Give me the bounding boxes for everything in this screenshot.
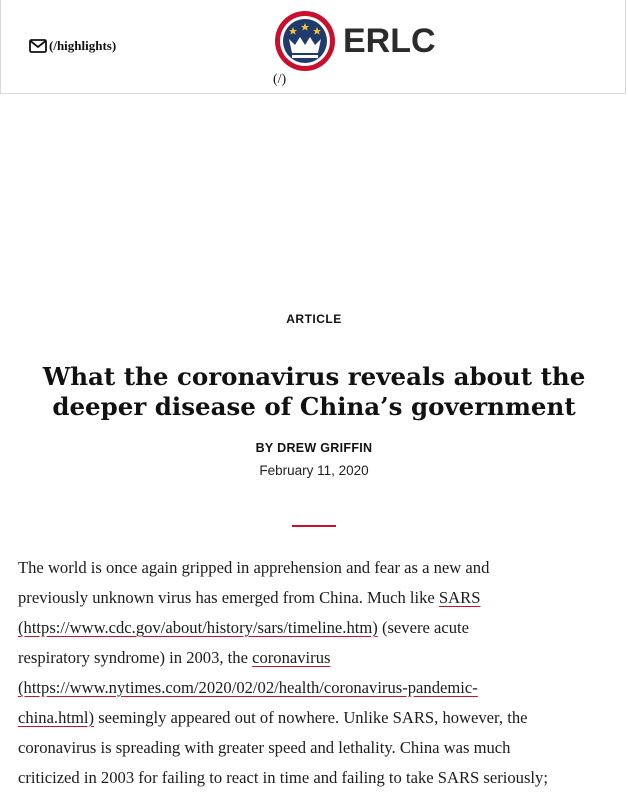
article-title	[20, 362, 608, 422]
body-line: coronavirus is spreading with greater speed and lethality. China was much	[18, 738, 511, 757]
mail-icon	[29, 39, 47, 53]
site-header	[0, 0, 626, 94]
sars-link[interactable]: SARS	[438, 588, 481, 607]
highlights-link[interactable]	[29, 38, 116, 54]
coronavirus-link[interactable]: coronavirus	[252, 648, 331, 667]
coronavirus-link-url-cont[interactable]: china.html)	[18, 708, 95, 727]
title-line-1: What the coronavirus reveals about the	[42, 362, 586, 391]
body-line	[18, 643, 616, 673]
coronavirus-link-url[interactable]: (https://www.nytimes.com/2020/02/02/health/coronavirus-pandemic-	[18, 678, 478, 697]
body-line	[18, 673, 616, 703]
erlc-logo[interactable]	[273, 9, 436, 73]
body-text: previously unknown virus has emerged from China. Much like	[18, 588, 439, 607]
article-byline: BY DREW GRIFFIN	[255, 441, 373, 455]
logo-wordmark: ERLC	[343, 21, 436, 60]
body-text: respiratory syndrome) in 2003, the	[18, 648, 253, 667]
body-line: criticized in 2003 for failing to react in time and failing to take SARS seriously;	[18, 768, 548, 787]
title-divider	[292, 525, 336, 527]
crown-logo-icon	[273, 9, 337, 73]
body-text: (severe acute	[377, 618, 469, 637]
body-line	[18, 703, 616, 733]
article-body	[18, 553, 616, 793]
home-link-text[interactable]: (/)	[273, 72, 287, 87]
body-line	[18, 613, 616, 643]
body-line	[18, 583, 616, 613]
sars-link-url[interactable]: (https://www.cdc.gov/about/history/sars/timeline.htm)	[18, 618, 378, 637]
body-line: The world is once again gripped in apprehension and fear as a new and	[18, 558, 490, 577]
body-text: seemingly appeared out of nowhere. Unlike SARS, however, the	[94, 708, 528, 727]
highlights-link-label: (/highlights)	[49, 38, 117, 53]
article-eyebrow: ARTICLE	[286, 312, 342, 326]
title-line-2: deeper disease of China’s government	[52, 392, 576, 421]
article-date: February 11, 2020	[259, 463, 369, 478]
